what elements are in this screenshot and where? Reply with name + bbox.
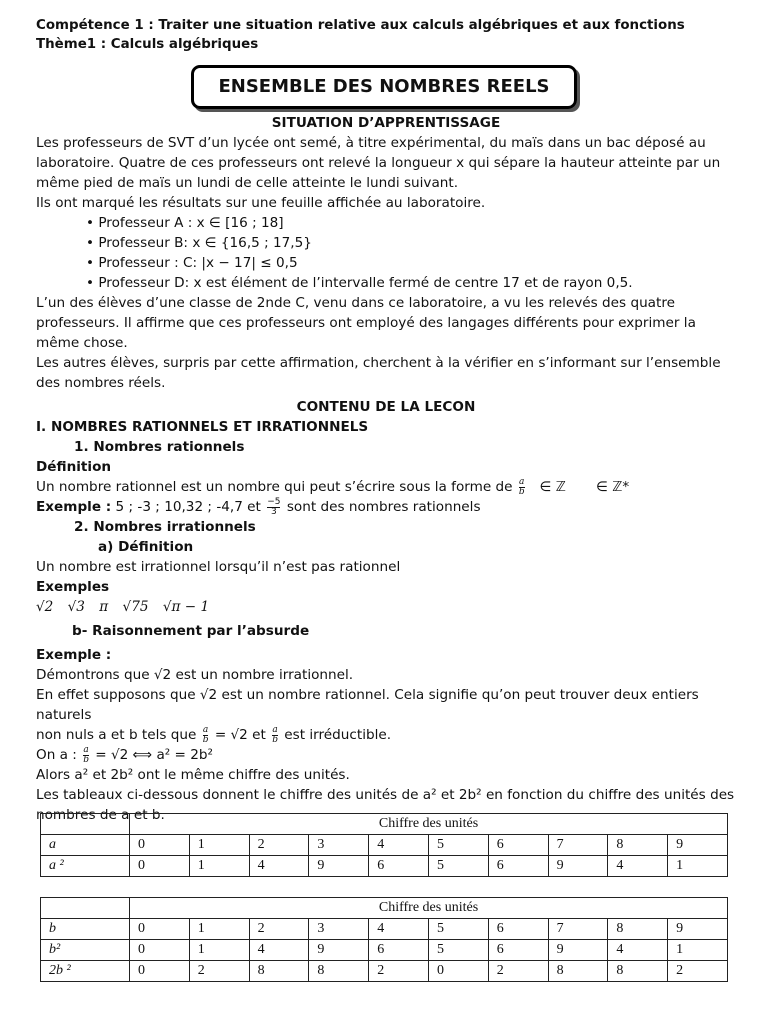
contenu-heading: CONTENU DE LA LECON	[296, 399, 476, 415]
fraction-a-over-b: $\frac{a}{b}$	[272, 724, 278, 745]
table-row: a 0 1 2 3 4 5 6 7 8 9	[41, 835, 728, 856]
situation-paragraph-4: Les autres élèves, surpris par cette affirmation, cherchent à la vérifier en s’informant sur l’ensemble des nombres réels.	[36, 355, 721, 391]
list-item: √3	[67, 599, 85, 615]
irrational-definition: Un nombre est irrationnel lorsqu’il n’est pas rationnel	[36, 559, 401, 575]
units-table-a	[40, 813, 728, 877]
table-row: b 0 1 2 3 4 5 6 7 8 9	[41, 919, 728, 940]
fraction-a-over-b: $\frac{a}{b}$	[83, 744, 89, 765]
table-row	[41, 898, 728, 919]
proof-line-5: Alors a² et 2b² ont le même chiffre des unités.	[36, 767, 350, 783]
table-row: b² 0 1 4 9 6 5 6 9 4 1	[41, 940, 728, 961]
z-membership-2: ∈ ℤ*	[596, 479, 630, 495]
list-item: • Professeur : C: |x − 17| ≤ 0,5	[86, 253, 736, 273]
situation-paragraph-2: Ils ont marqué les résultats sur une feuille affichée au laboratoire.	[36, 195, 486, 211]
definition-text: Un nombre rationnel est un nombre qui peut s’écrire sous la forme de	[36, 479, 513, 495]
list-item: π	[99, 599, 109, 615]
subsection-2b-title: b- Raisonnement par l’absurde	[72, 623, 310, 639]
list-item: √π − 1	[162, 599, 210, 615]
table-row: 2b ² 0 2 8 8 2 0 2 8 8 2	[41, 961, 728, 982]
list-item: • Professeur D: x est élément de l’intervalle fermé de centre 17 et de rayon 0,5.	[86, 273, 736, 293]
definition-label: Définition	[36, 459, 112, 475]
fraction-a-over-b: $\frac{a}{b}$	[518, 476, 525, 497]
theme-line: Thème1 : Calculs algébriques	[36, 37, 259, 52]
fraction-a-over-b: $\frac{a}{b}$	[202, 724, 209, 745]
exemple-label: Exemple :	[36, 647, 112, 663]
table-header: Chiffre des unités	[130, 814, 728, 835]
professor-list	[36, 213, 736, 293]
proof-line-4: On a : $\frac{a}{b}$ = √2 ⟺ a² = 2b²	[36, 744, 213, 765]
list-item: • Professeur A : x ∈ [16 ; 18]	[86, 213, 736, 233]
proof-line-2: En effet supposons que √2 est un nombre rationnel. Cela signifie qu’on peut trouver deux entiers naturels	[36, 687, 699, 723]
list-item: √75	[122, 599, 149, 615]
document-page	[36, 16, 736, 825]
example-text: 5 ; -3 ; 10,32 ; -4,7 et	[115, 499, 261, 515]
page-title: ENSEMBLE DES NOMBRES REELS	[191, 65, 577, 109]
exemples-label: Exemples	[36, 579, 110, 595]
irrational-examples	[36, 597, 736, 617]
section-1-title: I. NOMBRES RATIONNELS ET IRRATIONNELS	[36, 419, 369, 435]
subsection-2-title: 2. Nombres irrationnels	[74, 519, 256, 535]
definition-line	[36, 477, 736, 497]
example-line	[36, 497, 736, 517]
table-row	[41, 814, 728, 835]
list-item: √2	[36, 599, 54, 615]
subsection-2a-title: a) Définition	[98, 539, 194, 555]
subsection-1-title: 1. Nombres rationnels	[74, 439, 245, 455]
proof-line-6: Les tableaux ci-dessous donnent le chiffre des unités de a² et 2b² en fonction du chiffre des unités des nombres de a et b.	[36, 787, 735, 823]
z-membership-1: ∈ ℤ	[539, 479, 566, 495]
example-label: Exemple :	[36, 499, 112, 515]
table-row: a ² 0 1 4 9 6 5 6 9 4 1	[41, 856, 728, 877]
fraction-minus5-over-3: $\frac{-5}{3}$	[267, 496, 281, 517]
table-header: Chiffre des unités	[130, 898, 728, 919]
situation-paragraph-1: Les professeurs de SVT d’un lycée ont semé, à titre expérimental, du maïs dans un bac déposé au laboratoire. Quatre de ces professeurs ont relevé la longueur x qui sépare la hauteur atteinte par un même pied de maïs un lundi de celle atteinte le lundi suivant.	[36, 135, 721, 191]
competence-line: Compétence 1 : Traiter une situation relative aux calculs algébriques et aux fonctions	[36, 18, 685, 33]
proof-line-3: non nuls a et b tels que $\frac{a}{b}$ = √2 et $\frac{a}{b}$ est irréductible.	[36, 724, 392, 745]
situation-paragraph-3: L’un des élèves d’une classe de 2nde C, venu dans ce laboratoire, a vu les relevés des quatre professeurs. Il affirme que ces professeurs ont employé des langages différents pour exprimer la même chose.	[36, 295, 696, 351]
situation-heading: SITUATION D’APPRENTISSAGE	[271, 115, 501, 131]
units-table-b	[40, 897, 728, 982]
example-tail: sont des nombres rationnels	[286, 499, 481, 515]
list-item: • Professeur B: x ∈ {16,5 ; 17,5}	[86, 233, 736, 253]
proof-line-1: Démontrons que √2 est un nombre irrationnel.	[36, 667, 354, 683]
